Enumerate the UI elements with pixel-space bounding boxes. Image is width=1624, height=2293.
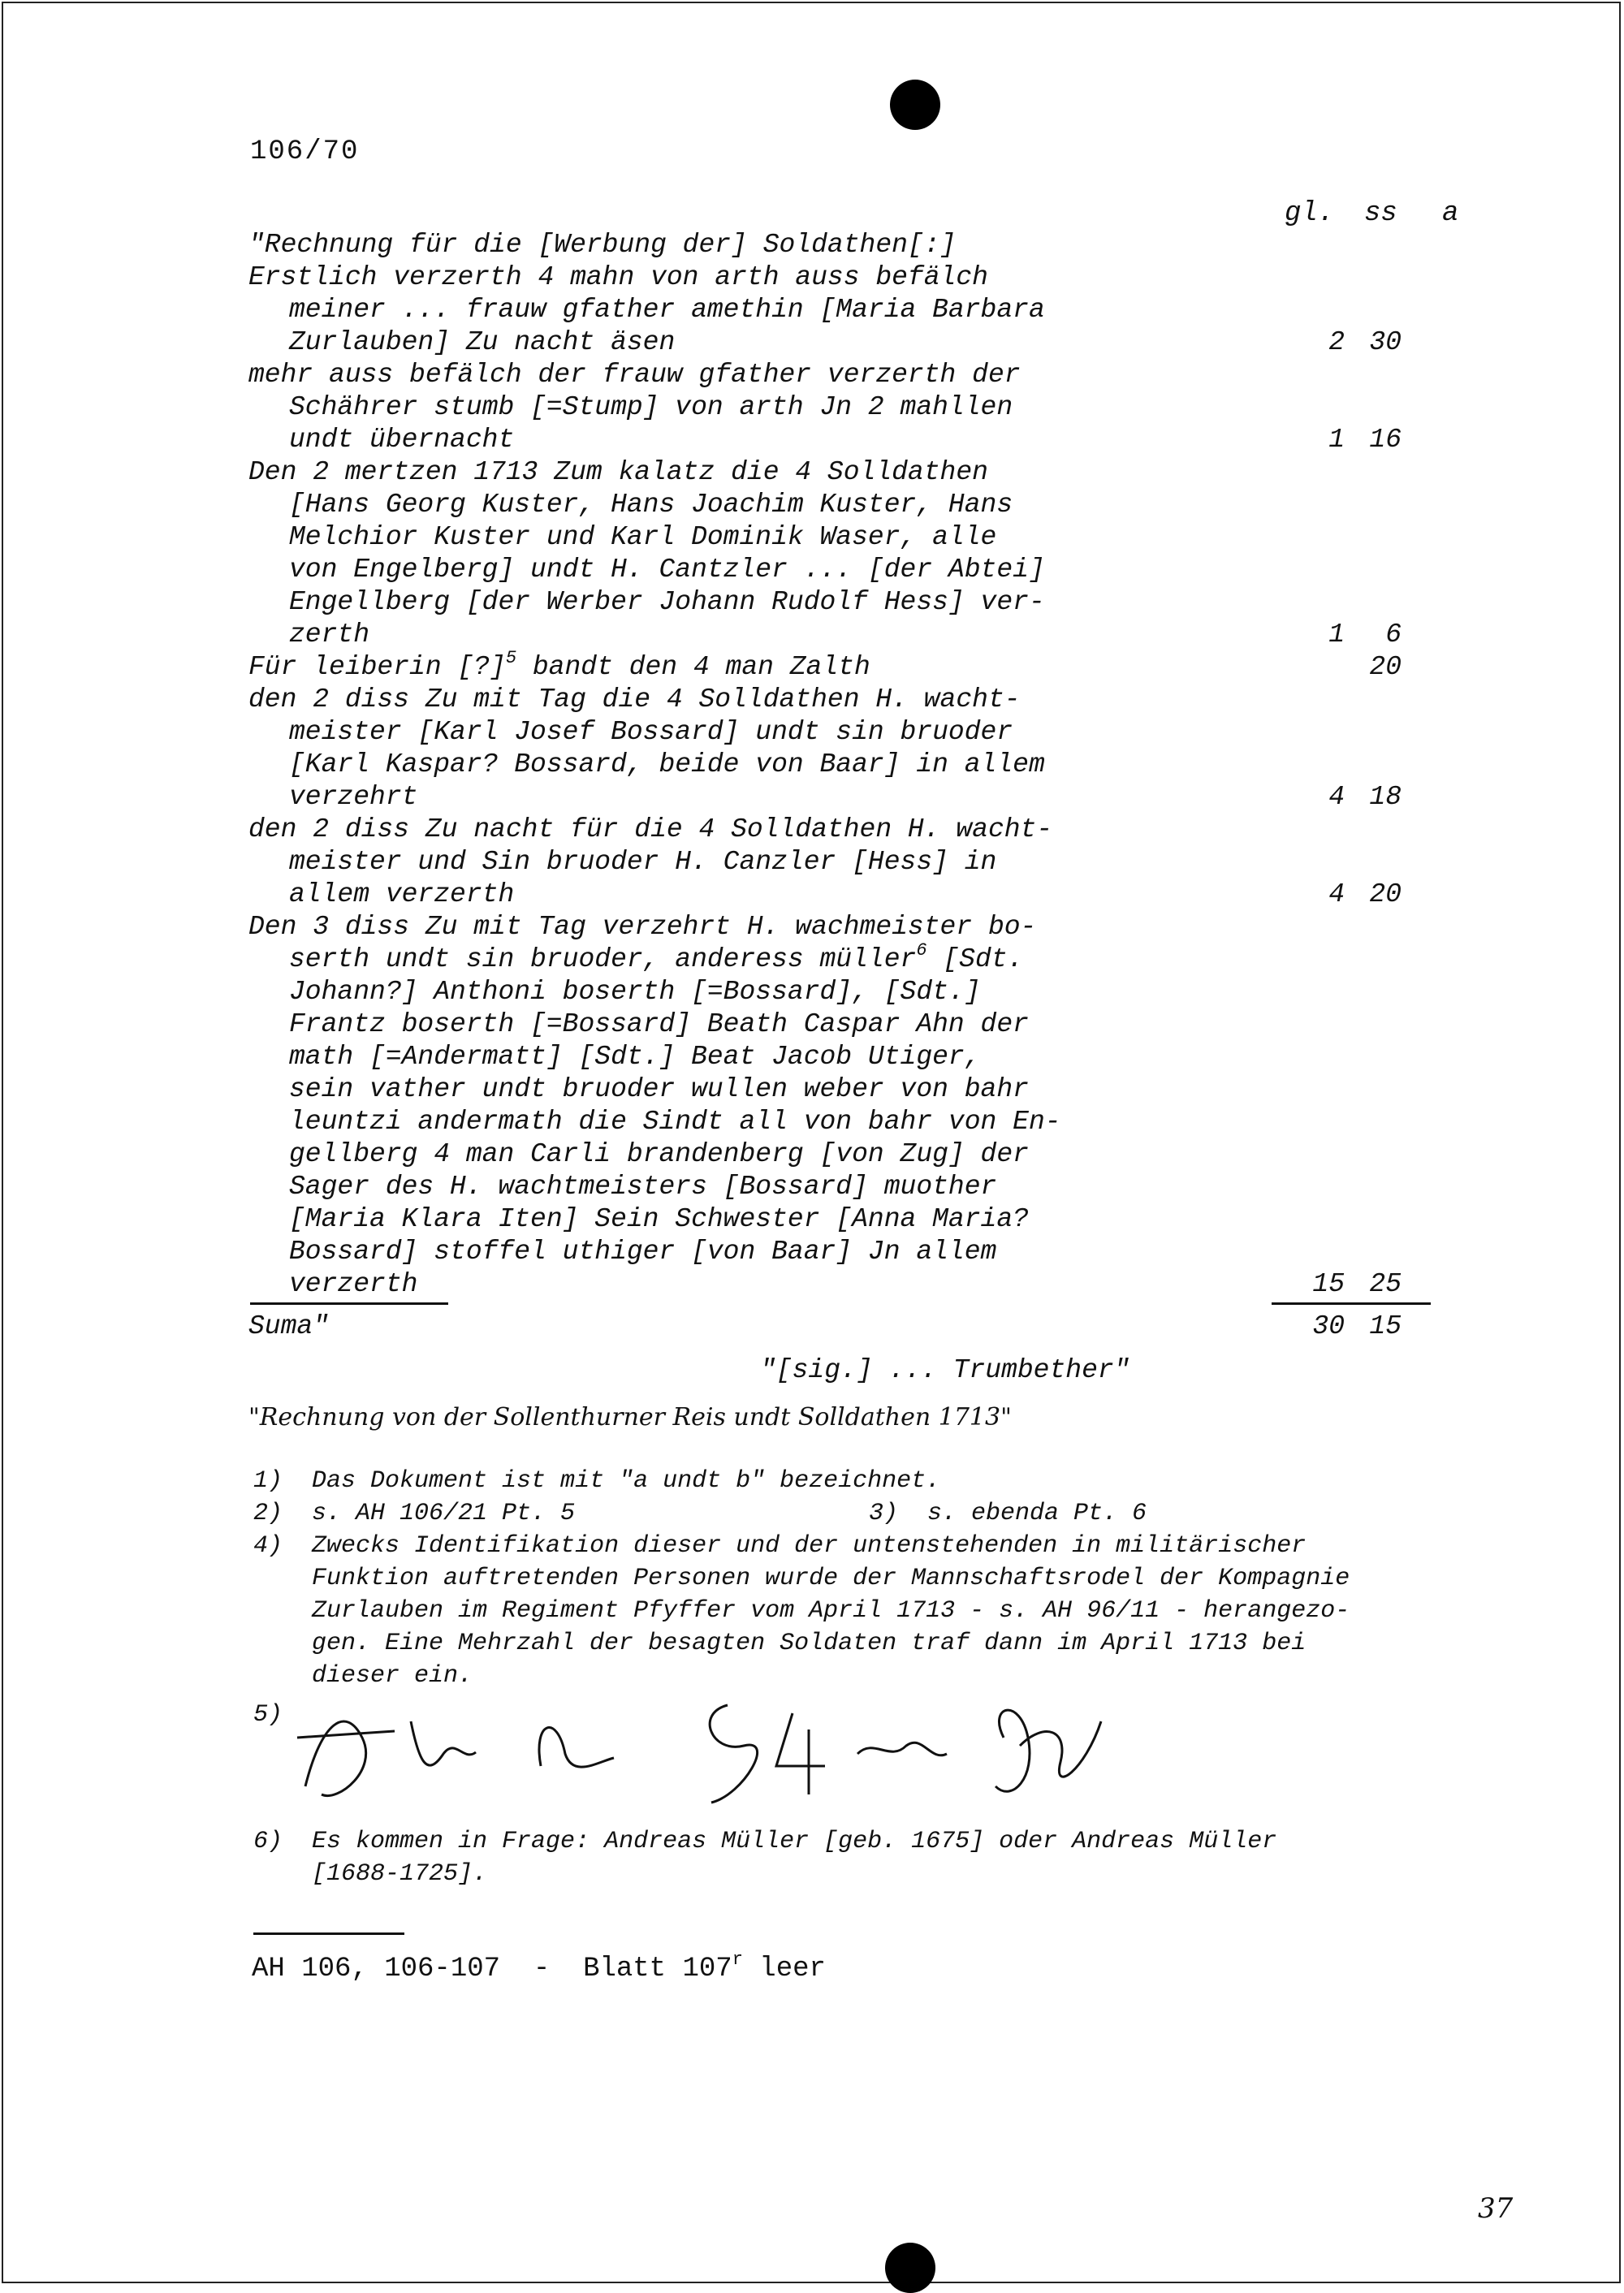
entry-line: Den 3 diss Zu mit Tag verzehrt H. wachmeister bo-	[248, 912, 1037, 942]
amount-ss: 20	[1369, 652, 1402, 682]
entry-line: Zurlauben] Zu nacht äsen	[289, 327, 676, 357]
entry-line: verzerth	[289, 1269, 418, 1299]
source-text: AH 106, 106-107 - Blatt 107	[252, 1954, 732, 1984]
entry-text: Für leiberin [?]	[248, 652, 506, 682]
entry-text: [Sdt.	[943, 944, 1024, 974]
entry-line: mehr auss befälch der frauw gfather verzerth der	[248, 360, 1021, 390]
entry-line: [Hans Georg Kuster, Hans Joachim Kuster, Hans	[289, 490, 1013, 520]
entry-line: Bossard] stoffel uthiger [von Baar] Jn allem	[289, 1237, 997, 1267]
footnote-5-label: 5)	[253, 1701, 283, 1729]
amount-gl: 4	[1328, 879, 1345, 909]
entry-line: undt übernacht	[289, 425, 515, 455]
entry-line: den 2 diss Zu mit Tag die 4 Solldathen H. wacht-	[248, 684, 1021, 715]
punch-hole-bottom	[885, 2243, 935, 2293]
punch-hole-top	[890, 80, 940, 130]
footnote-4-line: Zurlauben im Regiment Pfyffer vom April 1713 - s. AH 96/11 - herangezo-	[312, 1597, 1350, 1625]
entry-line: Den 2 mertzen 1713 Zum kalatz die 4 Solldathen	[248, 457, 988, 487]
source-line	[252, 1950, 826, 1984]
total-ss: 15	[1369, 1311, 1402, 1341]
entry-line: zerth	[289, 620, 370, 650]
column-header-a: a	[1442, 198, 1459, 229]
facsimile-text: Für leiberin bandt den 4 man Zalth	[289, 1689, 306, 1690]
subtotal-rule-right	[1272, 1302, 1431, 1305]
amount-ss: 6	[1385, 620, 1402, 650]
entry-line: Melchior Kuster und Karl Dominik Waser, alle	[289, 522, 997, 552]
document-reference: 106/70	[250, 136, 360, 167]
column-header-ss: ss	[1364, 198, 1397, 229]
entry-line: math [=Andermatt] [Sdt.] Beat Jacob Utiger,	[289, 1042, 981, 1072]
footnote-3: 3) s. ebenda Pt. 6	[869, 1500, 1147, 1527]
entry-line: von Engelberg] undt H. Cantzler ... [der Abtei]	[289, 555, 1045, 585]
entry-line: meiner ... frauw gfather amethin [Maria Barbara	[289, 295, 1045, 325]
footnote-4-line: Funktion auftretenden Personen wurde der Mannschaftsrodel der Kompagnie	[312, 1565, 1350, 1592]
corner-page-mark: 37	[1478, 2192, 1514, 2225]
footnote-4-line: gen. Eine Mehrzahl der besagten Soldaten traf dann im April 1713 bei	[312, 1630, 1307, 1657]
entry-line: meister und Sin bruoder H. Canzler [Hess] in	[289, 847, 997, 877]
source-rule	[253, 1932, 404, 1935]
entry-line: meister [Karl Josef Bossard] undt sin bruoder	[289, 717, 1013, 747]
footnote-ref: 6	[916, 940, 927, 961]
amount-gl: 2	[1328, 327, 1345, 357]
footnote-4: 4) Zwecks Identifikation dieser und der untenstehenden in militärischer	[253, 1532, 1307, 1560]
footnote-6-line: [1688-1725].	[312, 1860, 488, 1888]
amount-gl: 4	[1328, 782, 1345, 812]
entry-line: Johann?] Anthoni boserth [=Bossard], [Sdt.]	[289, 977, 981, 1007]
entry-line: Frantz boserth [=Bossard] Beath Caspar Ahn der	[289, 1009, 1029, 1039]
entry-line: Erstlich verzerth 4 mahn von arth auss befälch	[248, 262, 988, 292]
entry-line: Sager des H. wachtmeisters [Bossard] muother	[289, 1172, 997, 1202]
signature-line: "[sig.] ... Trumbether"	[760, 1355, 1130, 1385]
source-suffix: leer	[742, 1954, 826, 1984]
column-header-gl: gl.	[1285, 198, 1335, 229]
source-superscript: r	[732, 1950, 743, 1970]
total-label: Suma"	[248, 1311, 330, 1341]
subtotal-rule-left	[250, 1302, 448, 1305]
footnote-2: 2) s. AH 106/21 Pt. 5	[253, 1500, 576, 1527]
entry-line: verzehrt	[289, 782, 418, 812]
amount-ss: 20	[1369, 879, 1402, 909]
handwriting-facsimile	[289, 1689, 1117, 1811]
entry-line: gellberg 4 man Carli brandenberg [von Zug] der	[289, 1139, 1029, 1169]
footnote-ref: 5	[505, 648, 517, 668]
amount-gl: 15	[1312, 1269, 1345, 1299]
amount-gl: 1	[1328, 425, 1345, 455]
footnote-6: 6) Es kommen in Frage: Andreas Müller [geb. 1675] oder Andreas Müller	[253, 1828, 1277, 1855]
amount-ss: 30	[1369, 327, 1402, 357]
amount-gl: 1	[1328, 620, 1345, 650]
footnote-1: 1) Das Dokument ist mit "a undt b" bezeichnet.	[253, 1467, 941, 1495]
entry-line: [Maria Klara Iten] Sein Schwester [Anna Maria?	[289, 1204, 1029, 1234]
entry-text: bandt den 4 man Zalth	[532, 652, 870, 682]
endorsement-line: "Rechnung von der Sollenthurner Reis undt Solldathen 1713"	[248, 1403, 1012, 1432]
entry-line: Engellberg [der Werber Johann Rudolf Hess] ver-	[289, 587, 1045, 617]
amount-ss: 18	[1369, 782, 1402, 812]
entry-line	[289, 940, 1024, 976]
entry-line: leuntzi andermath die Sindt all von bahr von En-	[289, 1107, 1061, 1137]
footnote-4-line: dieser ein.	[312, 1662, 473, 1690]
entry-text: serth undt sin bruoder, anderess müller	[289, 944, 917, 974]
total-gl: 30	[1312, 1311, 1345, 1341]
account-heading: "Rechnung für die [Werbung der] Soldathen[:]	[248, 230, 957, 260]
entry-line: allem verzerth	[289, 879, 515, 909]
amount-ss: 25	[1369, 1269, 1402, 1299]
entry-line	[248, 648, 870, 684]
entry-line: sein vather undt bruoder wullen weber von bahr	[289, 1074, 1029, 1104]
entry-line: Schährer stumb [=Stump] von arth Jn 2 mahllen	[289, 392, 1013, 422]
entry-line: den 2 diss Zu nacht für die 4 Solldathen H. wacht-	[248, 814, 1053, 844]
entry-line: [Karl Kaspar? Bossard, beide von Baar] in allem	[289, 749, 1045, 779]
amount-ss: 16	[1369, 425, 1402, 455]
